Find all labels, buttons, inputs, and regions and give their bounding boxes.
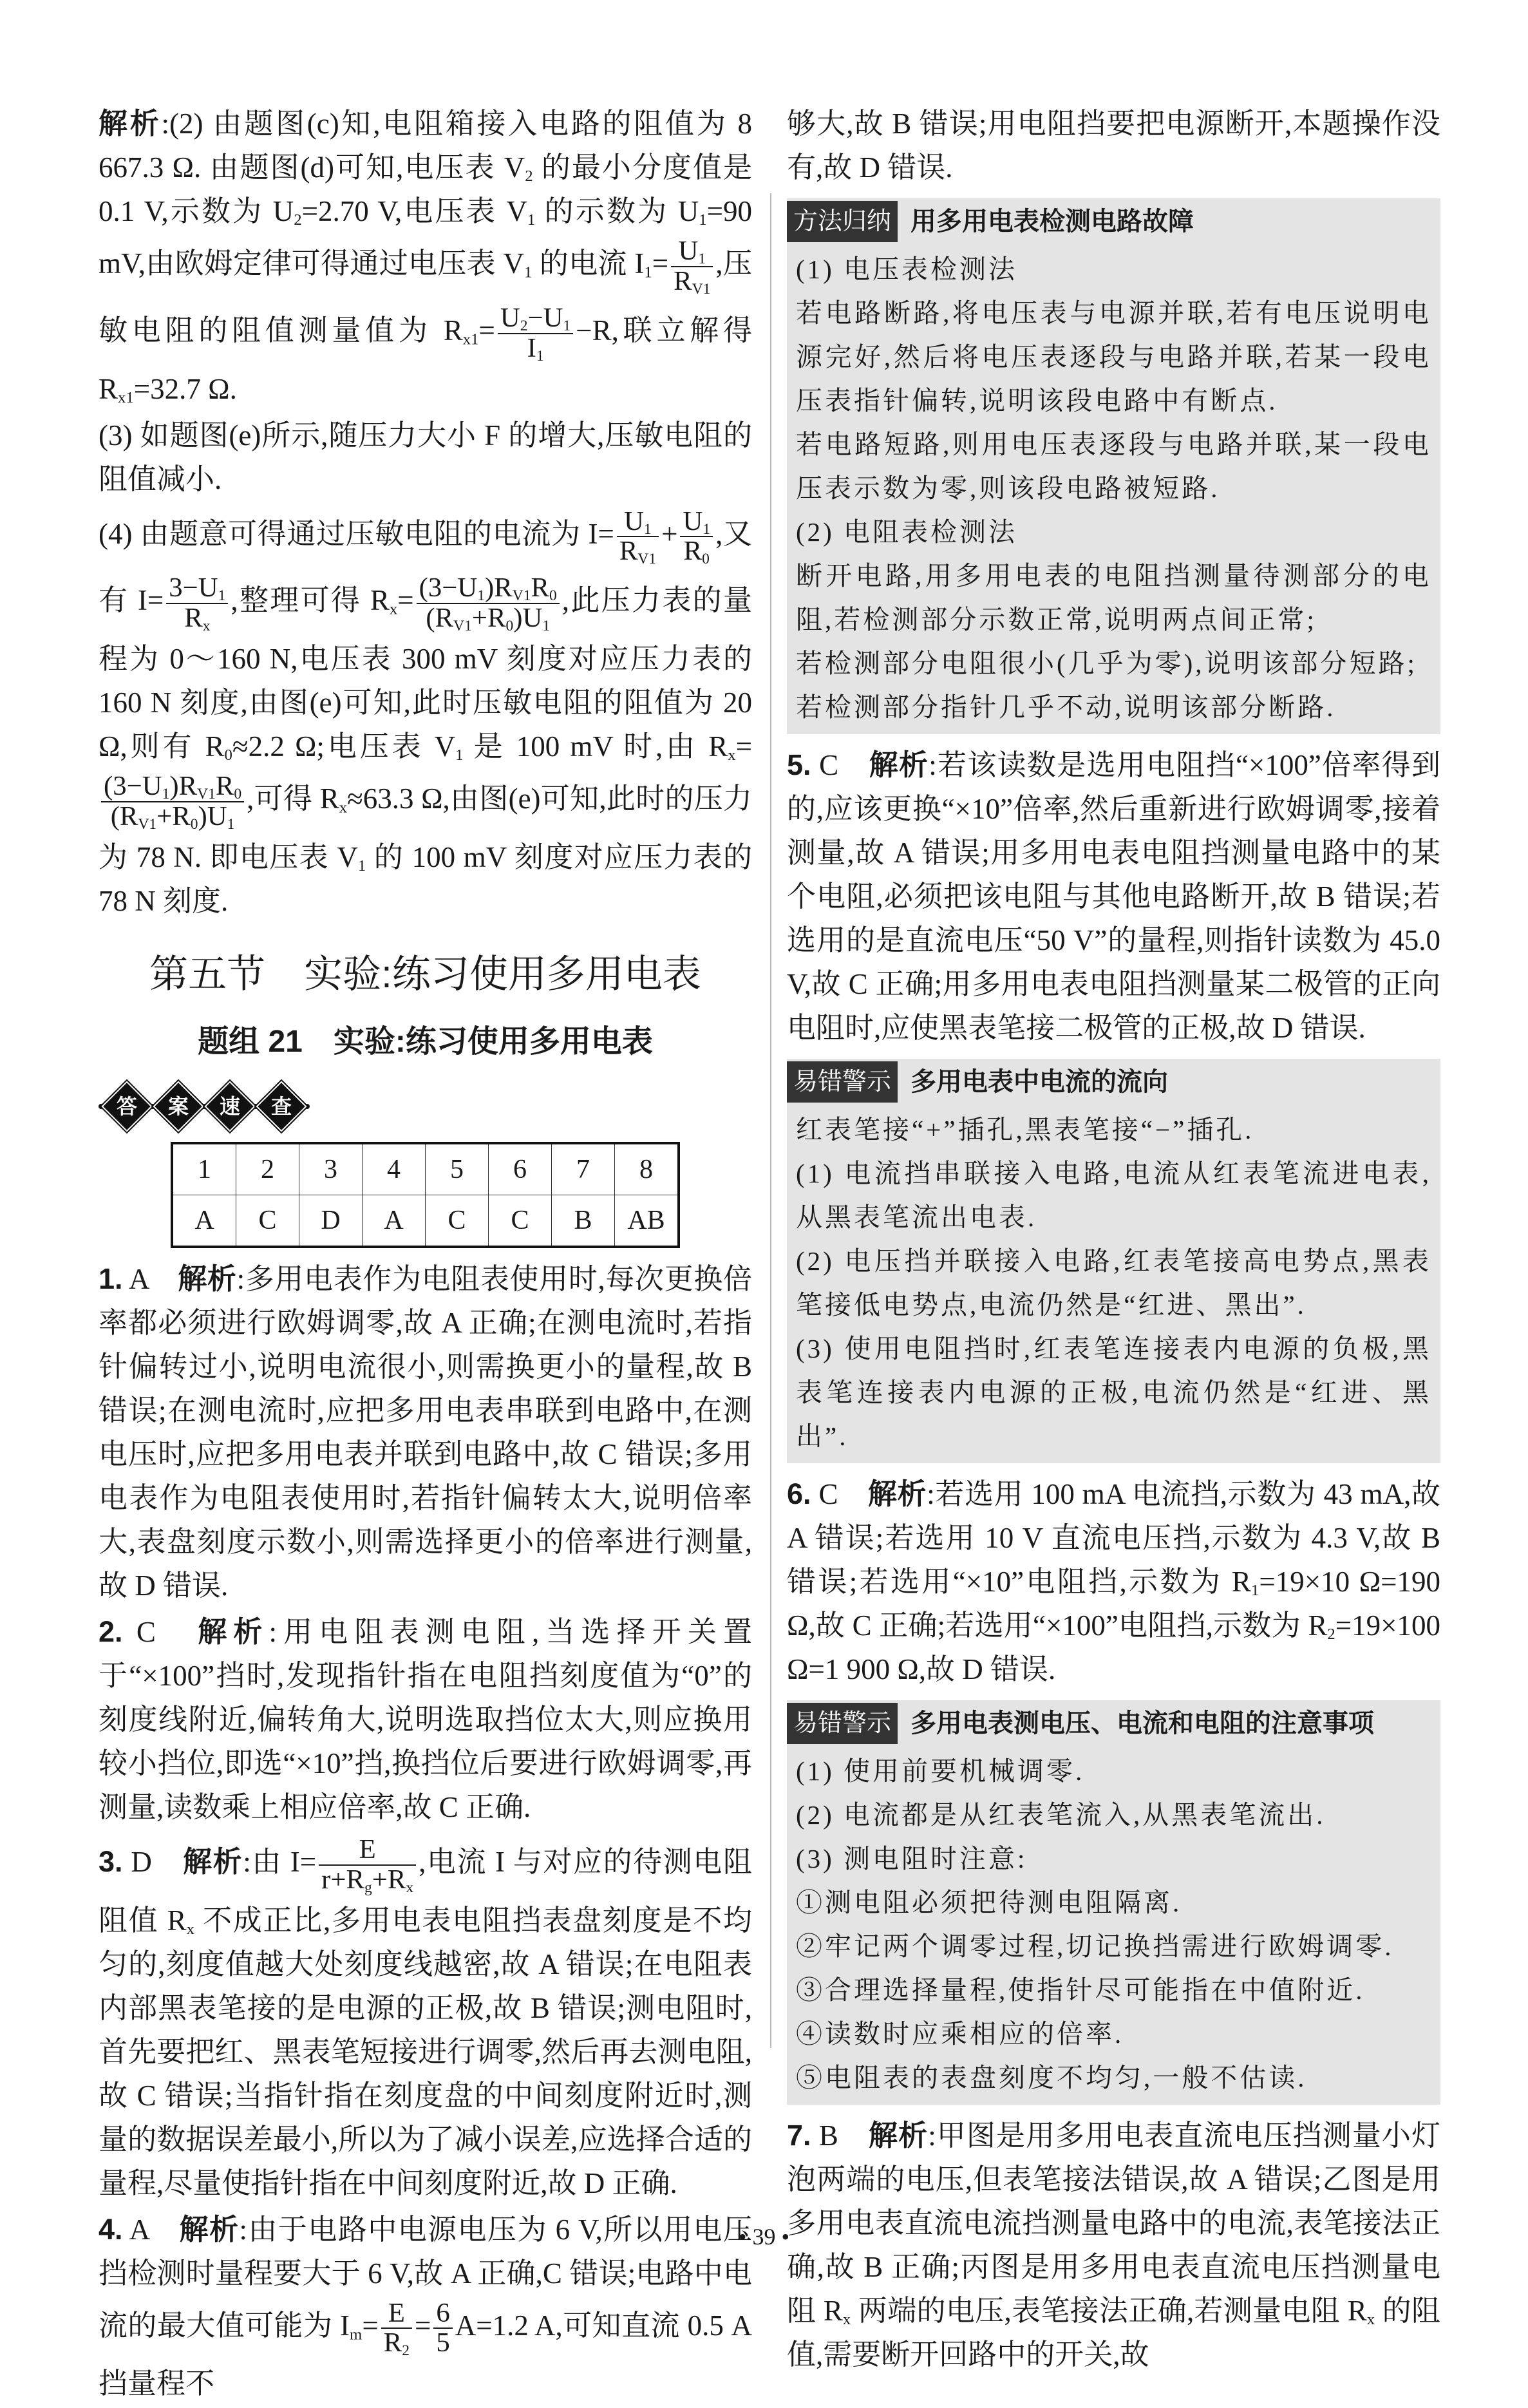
question-number-cell: 6 xyxy=(489,1143,552,1195)
group-title: 题组 21 实验:练习使用多用电表 xyxy=(198,1024,653,1059)
fraction-denominator xyxy=(417,604,560,633)
answer-table-numbers-row xyxy=(172,1143,679,1195)
text-run: :由 I= xyxy=(243,1845,317,1878)
bold-label: 1. xyxy=(99,1262,123,1295)
solution-q6 xyxy=(787,1472,1440,1691)
box-line: ②牢记两个调零过程,切记换挡需进行欧姆调零. xyxy=(796,1931,1394,1961)
text-run: D xyxy=(122,1845,184,1878)
text-run: )U xyxy=(513,603,543,634)
subscript: V1 xyxy=(453,618,472,634)
bold-label: 3. xyxy=(99,1844,123,1878)
subscript: 2 xyxy=(402,2342,410,2360)
box-line: 若检测部分电阻很小(几乎为零),说明该部分短路; xyxy=(796,649,1417,678)
subscript: x1 xyxy=(462,330,479,348)
box-line: (1) 电压表检测法 xyxy=(796,254,1018,284)
answer-cell: C xyxy=(236,1195,299,1247)
fraction-denominator xyxy=(433,2329,452,2358)
text-run: ,此压力表的量程为 0～160 N,电压表 300 mV 刻度对应压力表的 160 N 刻度,由图(e)可知,此时压敏电阻的阻值为 20 Ω,则有 R xyxy=(99,584,752,763)
subscript: 1 xyxy=(699,211,707,229)
bold-label: 6. xyxy=(787,1477,811,1510)
text-run: +R xyxy=(372,1864,406,1895)
paragraph xyxy=(99,1832,752,2205)
box-title: 多用电表测电压、电流和电阻的注意事项 xyxy=(910,1709,1375,1738)
answer-cell: A xyxy=(172,1195,236,1247)
text-run: −U xyxy=(527,302,563,333)
subscript: 1 xyxy=(227,815,235,833)
box-line: 红表笔接“+”插孔,黑表笔接“−”插孔. xyxy=(796,1115,1254,1144)
text-run: (3−U xyxy=(419,573,478,603)
badge-diamond: 答 xyxy=(101,1081,152,1132)
answer-table xyxy=(171,1142,680,1248)
subscript: 1 xyxy=(1250,1582,1259,1600)
box-header xyxy=(787,198,1431,245)
text-run: = xyxy=(397,584,414,617)
text-run: :甲图是用多用电表直流电压挡测量小灯泡两端的电压,但表笔接法错误,故 A 错误;乙图是用多用电表直流电流挡测量电路中的电流,表笔接法正确,故 B 正确;丙图是用多用电表直流电压挡测量电阻 R xyxy=(787,2119,1440,2327)
subscript: x xyxy=(202,618,211,634)
subscript: 1 xyxy=(477,587,485,605)
text-run: C xyxy=(122,1615,198,1648)
fraction-numerator xyxy=(166,574,228,604)
fraction xyxy=(166,570,228,637)
bold-label: 解析 xyxy=(179,2212,240,2246)
box-tag: 易错警示 xyxy=(787,1703,898,1744)
text-run: :若选用 100 mA 电流挡,示数为 43 mA,故 A 错误;若选用 10 V 直流电压挡,示数为 4.3 V,故 B 错误;若选用“×10”电阻挡,示数为 R xyxy=(787,1478,1440,1598)
box-title: 多用电表中电流的流向 xyxy=(910,1068,1169,1096)
text-run: C xyxy=(811,749,869,781)
fraction-denominator xyxy=(498,334,573,363)
answer-table-answers-row xyxy=(172,1195,679,1247)
box-line: (1) 电流挡串联接入电路,电流从红表笔流进电表,从黑表笔流出电表. xyxy=(796,1159,1431,1232)
text-run: =2.70 V,电压表 V xyxy=(301,195,527,227)
subscript: 0 xyxy=(190,815,198,833)
text-run: U xyxy=(624,506,645,536)
box-line: 若电路断路,将电压表与电源并联,若有电压说明电源完好,然后将电压表逐段与电路并联,若某一段电压表指针偏转,说明该段电路中有断点. xyxy=(796,298,1431,415)
badge-diamond: 案 xyxy=(153,1081,203,1132)
box-line: ⑤电阻表的表盘刻度不均匀,一般不估读. xyxy=(796,2063,1307,2092)
text-run: −R,联立解得 R xyxy=(99,314,752,405)
subscript: 1 xyxy=(162,785,170,802)
paragraph xyxy=(787,1472,1440,1691)
subscript: g xyxy=(364,1879,372,1896)
question-number-cell: 2 xyxy=(236,1143,299,1195)
column-divider xyxy=(770,193,771,2048)
text-run: 的最小分度值是 0.1 V,示数为 U xyxy=(99,151,752,227)
text-run: +R xyxy=(471,603,506,634)
text-run: 的示数为 U xyxy=(535,195,699,227)
answer-cell: D xyxy=(299,1195,363,1247)
bold-label: 2. xyxy=(99,1615,123,1648)
subscript: 1 xyxy=(455,746,464,764)
fraction xyxy=(381,2295,412,2362)
answer-quick-check-badge xyxy=(99,1084,752,1129)
subscript: 0 xyxy=(549,587,557,605)
fraction xyxy=(319,1832,416,1899)
subscript: 1 xyxy=(527,211,536,229)
subscript: x xyxy=(1366,2311,1375,2329)
text-run: R xyxy=(383,2327,402,2358)
box-line: (1) 使用前要机械调零. xyxy=(796,1756,1085,1786)
text-run: 是 100 mV 时,由 R xyxy=(463,730,728,763)
question-number-cell: 7 xyxy=(552,1143,615,1195)
bold-label: 解析 xyxy=(99,107,162,140)
text-run: R xyxy=(619,536,638,567)
subscript: x xyxy=(406,1879,414,1896)
subscript: 2 xyxy=(525,167,533,185)
text-run: )U xyxy=(198,801,227,831)
subscript: 0 xyxy=(505,618,514,634)
fraction xyxy=(433,2295,452,2362)
fraction-denominator xyxy=(617,537,659,566)
fraction-denominator xyxy=(166,604,228,633)
text-run: = xyxy=(362,2309,379,2342)
text-run: U xyxy=(678,236,699,266)
subscript: V1 xyxy=(692,280,711,298)
answer-cell: A xyxy=(363,1195,426,1247)
bold-label: 解析 xyxy=(178,1262,237,1295)
bold-label: 4. xyxy=(99,2212,123,2246)
text-run: r+R xyxy=(321,1864,365,1895)
subscript: x1 xyxy=(118,388,134,406)
text-run: 6 xyxy=(436,2297,450,2328)
solution-q5 xyxy=(787,743,1440,1050)
text-run: =19×100 Ω=1 900 Ω,故 D 错误. xyxy=(787,1609,1440,1685)
subscript: 2 xyxy=(294,211,302,229)
paragraph xyxy=(787,102,1440,189)
answer-cell: C xyxy=(489,1195,552,1247)
subscript: 0 xyxy=(234,785,242,802)
question-number-cell: 8 xyxy=(615,1143,679,1195)
fraction-numerator xyxy=(319,1835,416,1866)
text-run: R xyxy=(674,265,692,296)
fraction-denominator xyxy=(381,2329,412,2358)
answer-cell: B xyxy=(552,1195,615,1247)
question-number-cell: 4 xyxy=(363,1143,426,1195)
text-run: :若该读数是选用电阻挡“×100”倍率得到的,应该更换“×10”倍率,然后重新进行欧姆调零,接着测量,故 A 错误;用多用电表电阻挡测量电路中的某个电阻,必须把该电阻与其他电路断开,故 B 错误;若选用的是直流电压“50 V”的量程,则指针读数为 45.0 V,故 C 正确;用多用电表电阻挡测量某二极管的正向电阻时,应使黑表笔接二极管的正极,故 D 错误. xyxy=(787,749,1440,1044)
box-line: (2) 电流都是从红表笔流入,从黑表笔流出. xyxy=(796,1800,1326,1830)
subscript: 1 xyxy=(524,263,533,281)
text-run: ,电流 I 与对应的待测电阻阻值 R xyxy=(99,1845,752,1937)
fraction xyxy=(498,300,573,367)
text-run: 3−U xyxy=(169,573,218,603)
subscript: x xyxy=(389,600,398,618)
paragraph xyxy=(99,102,752,411)
subscript: x xyxy=(728,746,736,764)
question-number-cell: 3 xyxy=(299,1143,363,1195)
bold-label: 解析 xyxy=(869,748,929,781)
bold-label: 7. xyxy=(787,2119,811,2152)
text-run: A=1.2 A,可知直流 0.5 A 挡量程不 xyxy=(99,2309,752,2400)
text-run: 的电流 I xyxy=(532,247,645,280)
subscript: x xyxy=(339,799,348,817)
box-line: (2) 电压挡并联接入电路,红表笔接高电势点,黑表笔接低电势点,电流仍然是“红进、黑出”. xyxy=(796,1246,1431,1320)
box-line: (3) 测电阻时注意: xyxy=(796,1844,1028,1873)
subscript: 1 xyxy=(218,587,226,605)
text-run: 的 100 mV 刻度对应压力表的 78 N 刻度. xyxy=(99,840,752,917)
text-run: E xyxy=(388,2297,405,2328)
badge-diamond: 速 xyxy=(204,1081,255,1132)
text-run: (R xyxy=(110,801,138,831)
text-run: = xyxy=(735,730,752,763)
subscript: m xyxy=(350,2325,363,2343)
text-run: = xyxy=(478,314,495,346)
text-run: 不成正比,多用电表电阻挡表盘刻度是不均匀的,刻度值越大处刻度线越密,故 A 错误;在电阻表内部黑表笔接的是电源的正极,故 B 错误;测电阻时,首先要把红、黑表笔短接进行调零,然后再去测电阻,故 C 错误;当指针指在刻度盘的中间刻度附近时,测量的数据误差最小,所以为了减小误差,应选择合适的量程,尽量使指针指在中间刻度附近,故 D 正确. xyxy=(99,1904,752,2199)
box-line: 若检测部分指针几乎不动,说明该部分断路. xyxy=(796,692,1336,722)
bold-label: 解析 xyxy=(183,1844,243,1878)
bold-label: 解析 xyxy=(867,1477,927,1510)
subscript: V1 xyxy=(512,587,531,605)
error-warning-box xyxy=(787,1700,1440,2105)
subscript: x xyxy=(842,2311,851,2329)
subscript: 1 xyxy=(357,857,366,875)
text-run: :多用电表作为电阻表使用时,每次更换倍率都必须进行欧姆调零,故 A 正确;在测电流时,若指针偏转过小,说明电流很小,则需换更小的量程,故 B 错误;在测电流时,应把多用电表串联到电路中,在测电压时,应把多用电表并联到电路中,故 C 错误;多用电表作为电阻表使用时,若指针偏转太大,说明倍率大,表盘刻度示数小,则需选择更小的倍率进行测量,故 D 错误. xyxy=(99,1262,752,1602)
text-run: C xyxy=(811,1478,868,1510)
subscript: 1 xyxy=(644,263,652,281)
text-run: = xyxy=(414,2309,431,2342)
fraction-numerator xyxy=(433,2299,452,2329)
fraction-denominator xyxy=(101,802,244,831)
text-run: 两端的电压,表笔接法正确,若测量电阻 R xyxy=(851,2295,1367,2327)
paragraph xyxy=(99,504,752,923)
method-summary-box xyxy=(787,198,1440,734)
paragraph xyxy=(99,413,752,501)
text-run: 的阻值,需要断开回路中的开关,故 xyxy=(787,2295,1440,2371)
subscript: 2 xyxy=(1327,1626,1335,1644)
fraction-numerator xyxy=(498,304,573,334)
question-number-cell: 1 xyxy=(172,1143,236,1195)
fraction-numerator xyxy=(617,507,659,538)
text-run: ,压敏电阻的阻值测量值为 R xyxy=(99,247,752,346)
bold-label: 解析 xyxy=(198,1615,269,1648)
fraction xyxy=(671,233,713,300)
page-number: • 39 • xyxy=(738,2224,790,2250)
subscript: 1 xyxy=(542,618,551,634)
box-line: ④读数时应乘相应的倍率. xyxy=(796,2019,1124,2049)
subscript: 1 xyxy=(703,520,711,538)
text-run: U xyxy=(500,302,520,333)
text-run: ≈63.3 Ω,由图(e)可知,此时的压力为 78 N. 即电压表 V xyxy=(99,782,752,873)
text-run: R xyxy=(683,536,703,567)
fraction-numerator xyxy=(680,507,713,538)
subscript: 0 xyxy=(702,551,710,568)
fraction-numerator xyxy=(417,574,560,604)
text-run: =90 mV,由欧姆定律可得通过电压表 V xyxy=(99,195,752,280)
answer-cell: AB xyxy=(615,1195,679,1247)
text-run: A xyxy=(122,1262,178,1295)
text-run: :由于电路中电源电压为 6 V,所以用电压挡检测时量程要大于 6 V,故 A 正确,C 错误;电路中电流的最大值可能为 I xyxy=(99,2213,752,2342)
text-run: (R xyxy=(426,603,454,634)
box-header xyxy=(787,1700,1431,1747)
text-run: ,可得 R xyxy=(247,782,339,815)
answer-cell: C xyxy=(426,1195,489,1247)
text-run: (3−U xyxy=(104,771,162,801)
text-run: )R xyxy=(169,771,198,801)
text-run: ,又有 I= xyxy=(99,517,752,617)
text-run: R xyxy=(215,771,234,801)
text-run: )R xyxy=(485,573,513,603)
subscript: V1 xyxy=(197,785,216,802)
box-line: ③合理选择量程,使指针尽可能指在中值附近. xyxy=(796,1975,1365,2005)
text-run: E xyxy=(359,1834,376,1864)
subscript: V1 xyxy=(138,815,157,833)
fraction-numerator xyxy=(101,772,244,802)
fraction-denominator xyxy=(319,1866,416,1895)
paragraph xyxy=(99,1257,752,1607)
subscript: 1 xyxy=(536,347,544,365)
fraction xyxy=(617,504,659,571)
text-run: I xyxy=(527,332,536,363)
text-run: ,整理可得 R xyxy=(231,584,390,617)
text-run: (3) 如题图(e)所示,随压力大小 F 的增大,压敏电阻的阻值减小. xyxy=(99,419,752,495)
box-line: (2) 电阻表检测法 xyxy=(796,517,1018,547)
text-run: R xyxy=(531,573,549,603)
text-run: ≈2.2 Ω;电压表 V xyxy=(232,730,456,763)
text-run: =19×10 Ω=190 Ω,故 C 正确;若选用“×100”电阻挡,示数为 R xyxy=(787,1566,1441,1642)
subscript: 1 xyxy=(698,250,706,267)
text-run: U xyxy=(683,506,703,536)
subscript: 1 xyxy=(563,317,571,334)
text-run: =32.7 Ω. xyxy=(133,372,237,405)
text-run: :用电阻表测电阻,当选择开关置于“×100”挡时,发现指针指在电阻挡刻度值为“0”的刻度线附近,偏转角大,说明选取挡位太大,则应换用较小挡位,即选“×10”挡,换挡位后要进行欧姆调零,再测量,读数乘上相应倍率,故 C 正确. xyxy=(99,1615,752,1823)
section-title: 第五节 实验:练习使用多用电表 xyxy=(149,952,701,996)
text-run: 5 xyxy=(436,2327,450,2358)
subscript: 0 xyxy=(224,746,232,764)
fraction xyxy=(101,768,244,835)
fraction-denominator xyxy=(680,537,713,566)
text-run: 够大,故 B 错误;用电阻挡要把电源断开,本题操作没有,故 D 错误. xyxy=(787,108,1440,184)
text-run: R xyxy=(184,603,203,634)
bold-label: 5. xyxy=(787,748,811,781)
text-run: A xyxy=(122,2213,180,2246)
box-line: 断开电路,用多用电表的电阻挡测量待测部分的电阻,若检测部分示数正常,说明两点间正常; xyxy=(796,561,1431,634)
fraction-denominator xyxy=(671,267,713,296)
subscript: V1 xyxy=(637,551,657,568)
paragraph xyxy=(787,743,1440,1050)
right-column xyxy=(787,102,1440,2379)
text-run: = xyxy=(652,247,669,280)
box-title: 用多用电表检测电路故障 xyxy=(910,207,1194,236)
subscript: x xyxy=(186,1920,194,1938)
box-header xyxy=(787,1059,1431,1105)
fraction xyxy=(680,504,713,571)
fraction-numerator xyxy=(671,237,713,267)
text-run: +R xyxy=(156,801,191,831)
left-column xyxy=(99,102,752,2408)
box-tag: 方法归纳 xyxy=(787,201,898,242)
box-line: ①测电阻必须把待测电阻隔离. xyxy=(796,1888,1182,1917)
error-warning-box xyxy=(787,1059,1440,1463)
subscript: 2 xyxy=(520,317,528,334)
text-run: B xyxy=(811,2119,869,2152)
text-run: (4) 由题意可得通过压敏电阻的电流为 I= xyxy=(99,517,614,550)
subscript: 1 xyxy=(644,520,652,538)
bold-label: 解析 xyxy=(869,2119,929,2152)
text-run: + xyxy=(661,517,678,550)
text-run: :(2) 由题图(c)知,电阻箱接入电路的阻值为 8 667.3 Ω. 由题图(d)可知,电压表 V xyxy=(99,108,752,184)
solution-continued xyxy=(99,102,752,923)
fraction-numerator xyxy=(381,2299,412,2329)
box-line: (3) 使用电阻挡时,红表笔连接表内电源的负极,黑表笔连接表内电源的正极,电流仍然是“红进、黑出”. xyxy=(796,1334,1431,1451)
question-number-cell: 5 xyxy=(426,1143,489,1195)
solution-continued xyxy=(787,102,1440,189)
paragraph xyxy=(99,1610,752,1829)
badge-diamond: 查 xyxy=(256,1081,307,1132)
box-line: 若电路短路,则用电压表逐段与电路并联,某一段电压表示数为零,则该段电路被短路. xyxy=(796,430,1431,503)
fraction xyxy=(417,570,560,637)
box-tag: 易错警示 xyxy=(787,1061,898,1103)
